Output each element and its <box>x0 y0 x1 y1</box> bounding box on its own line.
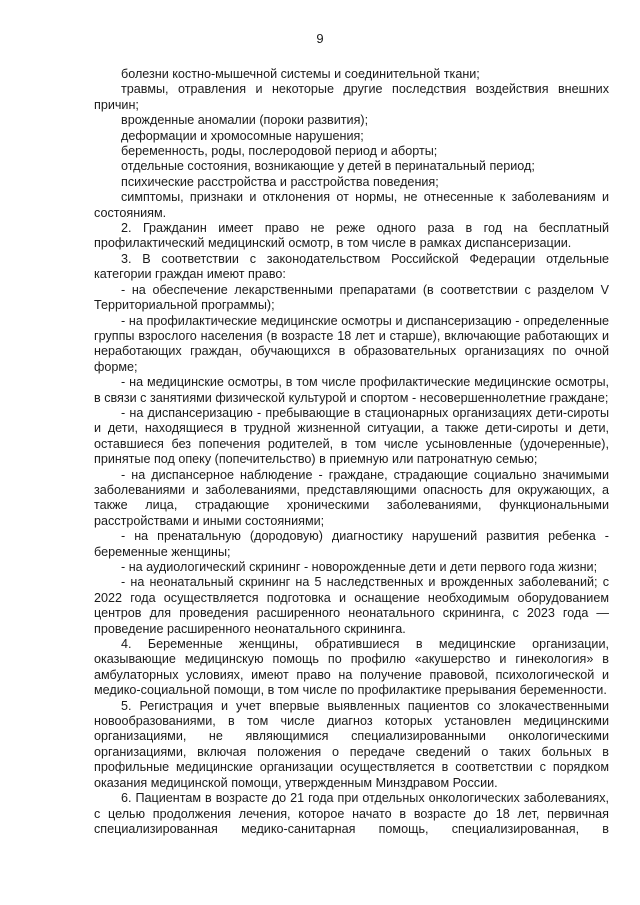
list-item: - на пренатальную (дородовую) диагностику нарушений развития ребенка - беременные женщины; <box>94 529 609 559</box>
document-body <box>94 67 609 837</box>
list-item: - на медицинские осмотры, в том числе профилактические медицинские осмотры, в связи с занятиями физической культурой и спортом - несовершеннолетние граждане; <box>94 375 609 405</box>
paragraph: 5. Регистрация и учет впервые выявленных пациентов со злокачественными новообразованиями, в том числе диагноз которых установлен медицинскими организациями, не являющимися специализированными онкологическими организациями, включая положения о передаче сведений о таких больных в профильные медицинские организации осуществляется в соответствии с порядком оказания медицинской помощи, утвержденным Минздравом России. <box>94 698 609 790</box>
paragraph: болезни костно-мышечной системы и соединительной ткани; <box>121 67 480 81</box>
list-item: - на аудиологический скрининг - новорожденные дети и дети первого года жизни; <box>121 560 598 574</box>
paragraph: деформации и хромосомные нарушения; <box>121 128 364 143</box>
list-item: - на профилактические медицинские осмотры и диспансеризацию - определенные группы взрослого населения (в возрасте 18 лет и старше), включающие работающих и неработающих граждан, обучающихся в образовательных организациях по очной форме; <box>94 313 609 374</box>
paragraph: психические расстройства и расстройства поведения; <box>121 174 439 189</box>
paragraph: отдельные состояния, возникающие у детей в перинатальный период; <box>121 159 535 174</box>
paragraph: симптомы, признаки и отклонения от нормы, не отнесенные к заболеваниям и состояниям. <box>94 190 609 220</box>
paragraph: беременность, роды, послеродовой период и аборты; <box>121 144 438 159</box>
paragraph: врожденные аномалии (пороки развития); <box>121 113 369 128</box>
paragraph: 6. Пациентам в возрасте до 21 года при отдельных онкологических заболеваниях, с целью продолжения лечения, которое начато в возрасте до 18 лет, первичная специализированная медико-санитарная помощь, специализированная, в <box>94 791 609 836</box>
list-item: - на диспансерное наблюдение - граждане, страдающие социально значимыми заболеваниями и заболеваниями, представляющими опасность для окружающих, а также лица, страдающие хроническими заболеваниями, функциональными расстройствами и иными состояниями; <box>94 467 609 528</box>
paragraph: 4. Беременные женщины, обратившиеся в медицинские организации, оказывающие медицинскую помощь по профилю «акушерство и гинекология» в амбулаторных условиях, имеют право на получение правовой, психологической и медико-социальной помощи, в том числе по профилактике прерывания беременности. <box>94 637 609 698</box>
list-item: - на обеспечение лекарственными препаратами (в соответствии с разделом V Территориальной программы); <box>94 282 609 313</box>
paragraph: 2. Гражданин имеет право не реже одного раза в год на бесплатный профилактический медицинский осмотр, в том числе в рамках диспансеризации. <box>94 221 609 251</box>
paragraph: 3. В соответствии с законодательством Российской Федерации отдельные категории граждан имеют право: <box>94 251 609 282</box>
list-item: - на неонатальный скрининг на 5 наследственных и врожденных заболеваний; с 2022 года осуществляется подготовка и оснащение необходимым оборудованием центров для проведения расширенного неонатального скрининга, с 2023 года — проведение расширенного неонатального скрининга. <box>94 575 609 636</box>
list-item: - на диспансеризацию - пребывающие в стационарных организациях дети-сироты и дети, находящиеся в трудной жизненной ситуации, а также дети-сироты и дети, оставшиеся без попечения родителей, в том числе усыновленные (удочеренные), принятые под опеку (попечительство) в приемную или патронатную семью; <box>94 405 609 467</box>
paragraph: травмы, отравления и некоторые другие последствия воздействия внешних причин; <box>94 82 609 112</box>
page-number: 9 <box>316 31 324 46</box>
